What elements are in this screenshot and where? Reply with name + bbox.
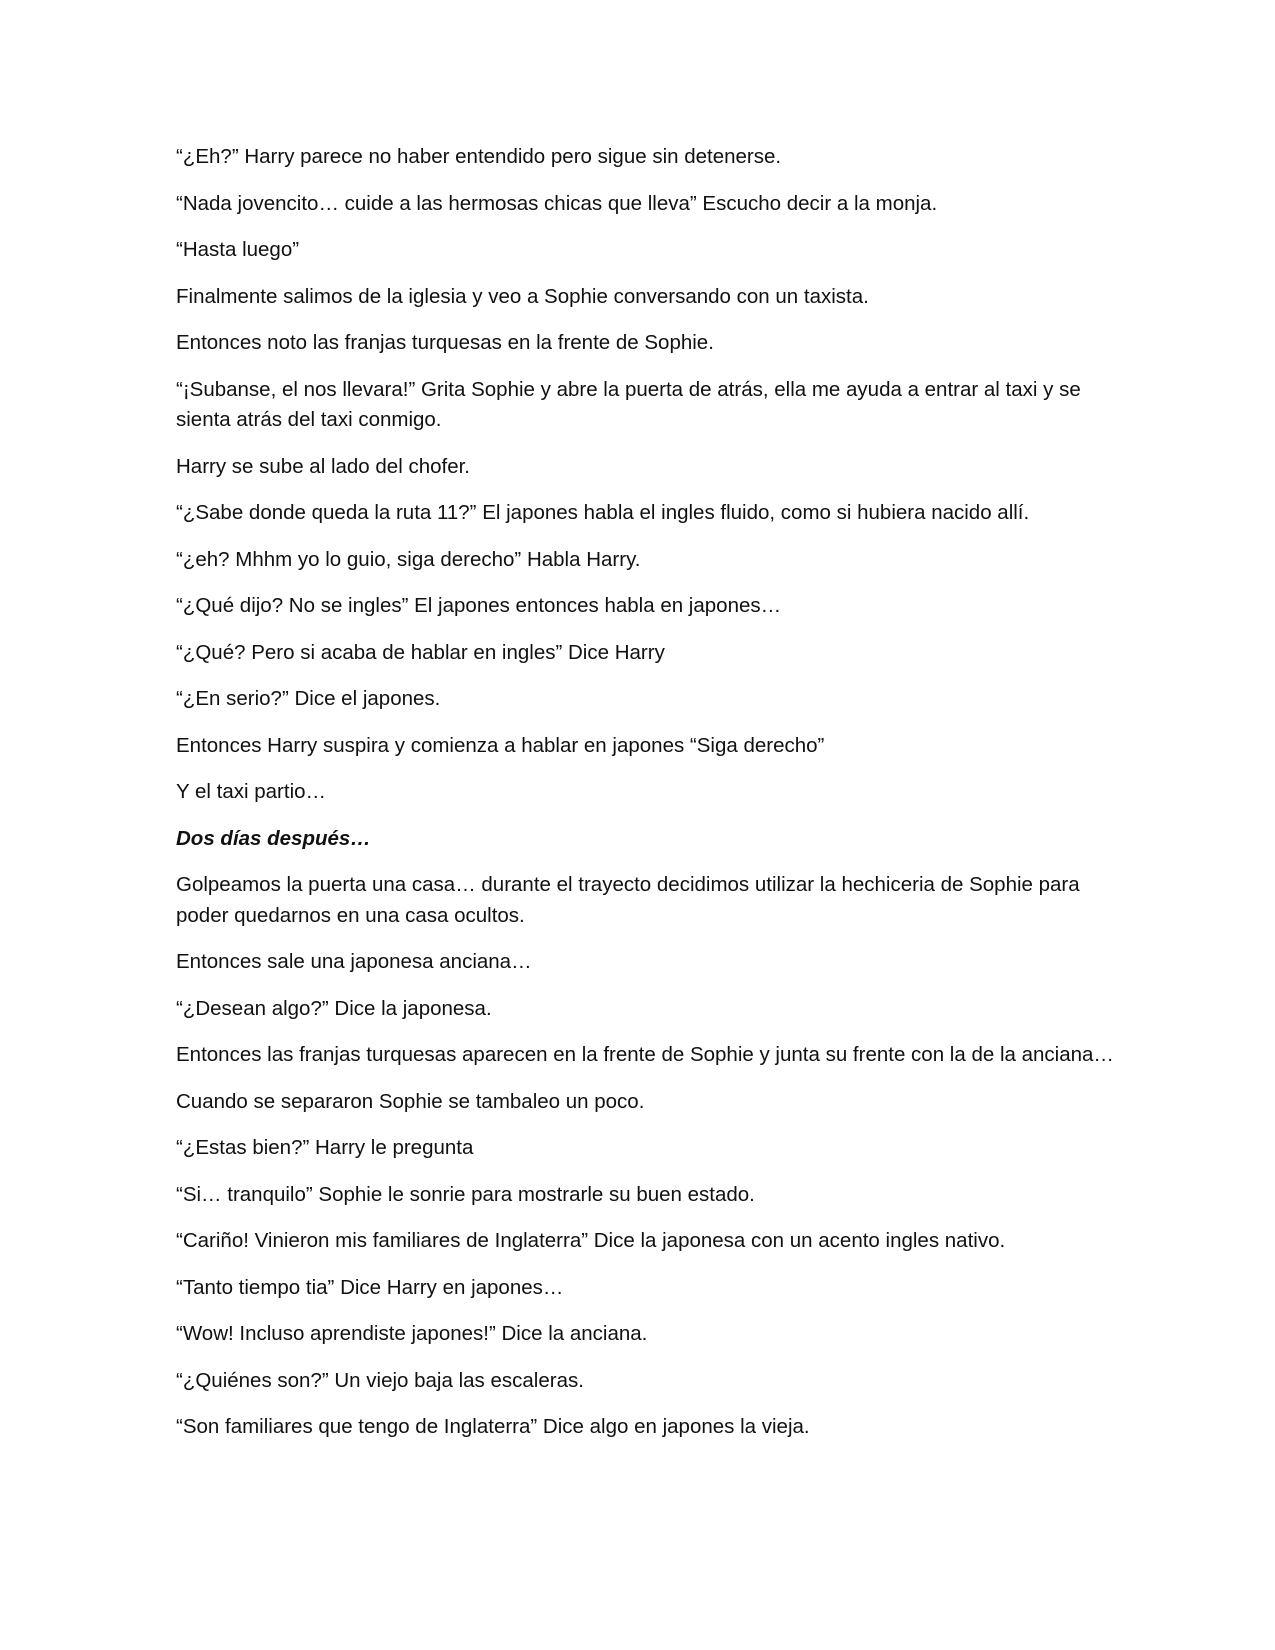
paragraph: “Wow! Incluso aprendiste japones!” Dice la anciana. [176, 1322, 648, 1345]
paragraph: “Si… tranquilo” Sophie le sonrie para mostrarle su buen estado. [176, 1182, 755, 1206]
paragraph: Finalmente salimos de la iglesia y veo a Sophie conversando con un taxista. [176, 284, 869, 308]
paragraph: “¿Eh?” Harry parece no haber entendido pero sigue sin detenerse. [176, 145, 782, 168]
paragraph: “Tanto tiempo tia” Dice Harry en japones… [176, 1275, 564, 1299]
paragraph: “¿En serio?” Dice el japones. [176, 687, 441, 710]
paragraph: “Son familiares que tengo de Inglaterra” Dice algo en japones la vieja. [176, 1415, 810, 1438]
paragraph: Cuando se separaron Sophie se tambaleo un poco. [176, 1089, 645, 1113]
paragraph: “Cariño! Vinieron mis familiares de Inglaterra” Dice la japonesa con un acento ingles nativo. [176, 1229, 1006, 1252]
paragraph: “Hasta luego” [176, 238, 300, 261]
paragraph: “¿Qué dijo? No se ingles” El japones entonces habla en japones… [176, 594, 782, 617]
section-heading: Dos días después… [176, 826, 371, 850]
paragraph: Entonces las franjas turquesas aparecen en la frente de Sophie y junta su frente con la de la anciana… [176, 1043, 1114, 1066]
paragraph: “¿Sabe donde queda la ruta 11?” El japones habla el ingles fluido, como si hubiera nacido allí. [176, 501, 1030, 524]
paragraph: Y el taxi partio… [176, 780, 327, 803]
paragraph: “¿Estas bien?” Harry le pregunta [176, 1136, 474, 1159]
paragraph: Entonces noto las franjas turquesas en la frente de Sophie. [176, 331, 714, 354]
paragraph: Golpeamos la puerta una casa… durante el trayecto decidimos utilizar la hechiceria de Sophie para poder quedarnos en una casa ocultos. [176, 873, 1080, 927]
paragraph: “Nada jovencito… cuide a las hermosas chicas que lleva” Escucho decir a la monja. [176, 191, 938, 215]
paragraph: “¿Quiénes son?” Un viejo baja las escaleras. [176, 1368, 584, 1392]
paragraph: Entonces Harry suspira y comienza a hablar en japones “Siga derecho” [176, 733, 825, 757]
paragraph: “¡Subanse, el nos llevara!” Grita Sophie y abre la puerta de atrás, ella me ayuda a entrar al taxi y se sienta atrás del taxi conmigo. [176, 377, 1081, 431]
paragraph: Harry se sube al lado del chofer. [176, 454, 470, 478]
paragraph: “¿eh? Mhhm yo lo guio, siga derecho” Habla Harry. [176, 547, 641, 571]
paragraph: Entonces sale una japonesa anciana… [176, 950, 532, 973]
document-page [176, 142, 1116, 1459]
paragraph: “¿Desean algo?” Dice la japonesa. [176, 996, 492, 1020]
paragraph: “¿Qué? Pero si acaba de hablar en ingles” Dice Harry [176, 640, 665, 664]
